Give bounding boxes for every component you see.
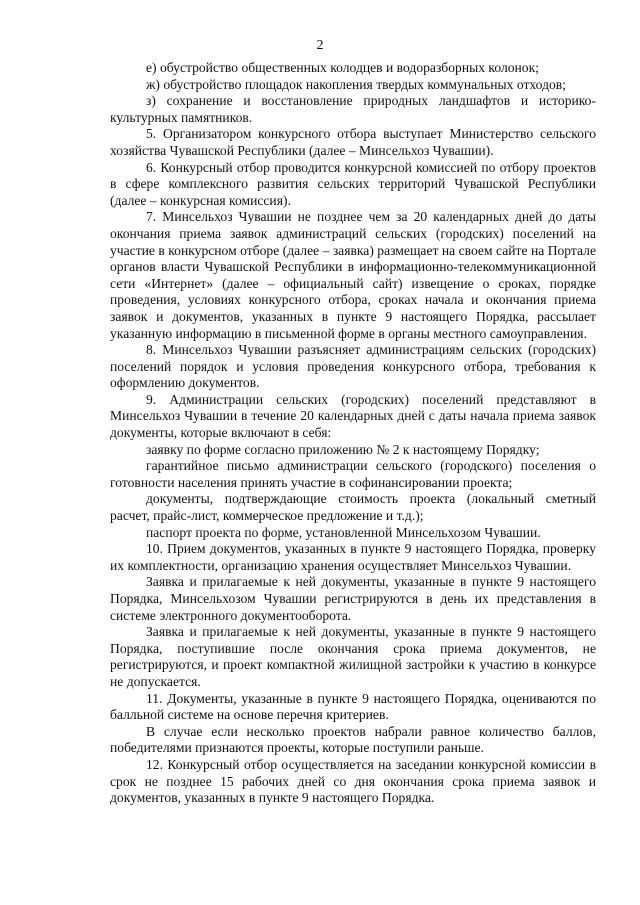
paragraph: 5. Организатором конкурсного отбора выступает Министерство сельского хозяйства Чувашской Республики (далее – Минсельхоз Чувашии). [110, 126, 596, 158]
paragraph: з) сохранение и восстановление природных ландшафтов и историко-культурных памятников. [110, 93, 596, 125]
paragraph: ж) обустройство площадок накопления твердых коммунальных отходов; [146, 76, 566, 92]
paragraph: заявку по форме согласно приложению № 2 к настоящему Порядку; [146, 441, 540, 457]
paragraph: документы, подтверждающие стоимость проекта (локальный сметный расчет, прайс-лист, коммерческое предложение и т.д.); [110, 491, 596, 524]
paragraph: Заявка и прилагаемые к ней документы, указанные в пункте 9 настоящего Порядка, поступившие после окончания срока приема документов, не регистрируются, и проект компактной жилищной застройки к участию в конкурсе не допускается. [110, 624, 596, 689]
paragraph: 11. Документы, указанные в пункте 9 настоящего Порядка, оцениваются по балльной системе на основе перечня критериев. [110, 690, 596, 723]
paragraph: 8. Минсельхоз Чувашии разъясняет администрациям сельских (городских) поселений порядок и условия проведения конкурсного отбора, требования к оформлению документов. [110, 342, 596, 391]
paragraph: гарантийное письмо администрации сельского (городского) поселения о готовности населения принять участие в софинансировании проекта; [110, 458, 596, 490]
page-number: 2 [316, 38, 324, 53]
paragraph: 9. Администрации сельских (городских) поселений представляют в Минсельхоз Чувашии в течение 20 календарных дней с даты начала приема заявок документы, которые включают в себя: [110, 391, 596, 441]
paragraph: 12. Конкурсный отбор осуществляется на заседании конкурсной комиссии в срок не позднее 15 рабочих дней со дня окончания срока приема заявок и документов, указанных в пункте 9 настоящего Порядка. [110, 756, 596, 806]
paragraph: паспорт проекта по форме, установленной Минсельхозом Чувашии. [146, 524, 541, 540]
paragraph: Заявка и прилагаемые к ней документы, указанные в пункте 9 настоящего Порядка, Минсельхозом Чувашии регистрируются в день их представления в системе электронного документооборота. [110, 574, 596, 623]
document-body [110, 60, 596, 807]
paragraph: В случае если несколько проектов набрали равное количество баллов, победителями признаются проекты, которые поступили раньше. [110, 723, 596, 756]
paragraph: е) обустройство общественных колодцев и водоразборных колонок; [146, 60, 539, 75]
paragraph: 10. Прием документов, указанных в пункте 9 настоящего Порядка, проверку их комплектности, организацию хранения осуществляет Минсельхоз Чувашии. [110, 541, 596, 573]
paragraph: 7. Минсельхоз Чувашии не позднее чем за 20 календарных дней до даты окончания приема заявок администраций сельских (городских) поселений на участие в конкурсном отборе (далее – заявка) размещает на своем сайте на Портале органов власти Чувашской Республики в информационно-телекоммуникационной сети «Интернет» (далее – официальный сайт) извещение о сроках, порядке проведения, условиях конкурсного отбора, сроках начала и окончания приема заявок и документов, указанных в пункте 9 настоящего Порядка, рассылает указанную информацию в письменной форме в органы местного самоуправления. [110, 209, 596, 341]
paragraph: 6. Конкурсный отбор проводится конкурсной комиссией по отбору проектов в сфере комплексного развития сельских территорий Чувашской Республики (далее – конкурсная комиссия). [110, 159, 596, 208]
